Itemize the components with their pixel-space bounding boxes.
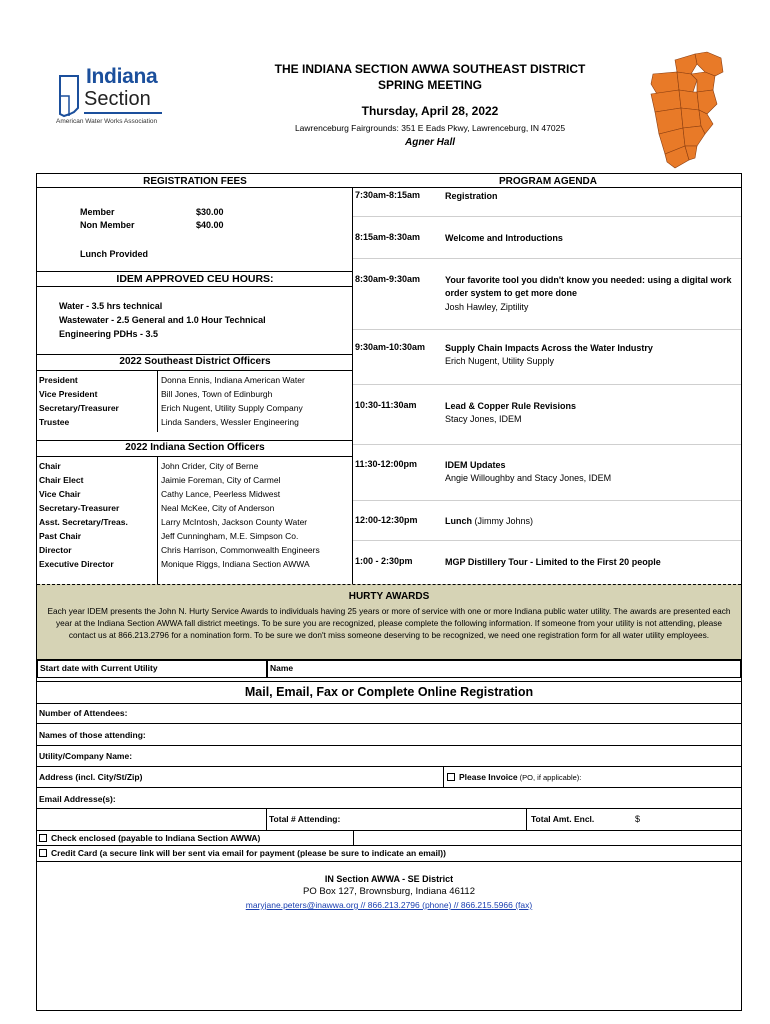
agenda-time: 9:30am-10:30am: [355, 342, 426, 352]
agenda-time: 11:30-12:00pm: [355, 459, 418, 469]
start-date-label: Start date with Current Utility: [40, 663, 158, 673]
officer-role: Executive Director: [39, 559, 114, 569]
logo-tagline: American Water Works Association: [56, 118, 158, 125]
agenda-time: 8:15am-8:30am: [355, 232, 421, 242]
logo-word-indiana: Indiana: [86, 65, 158, 88]
officer-role: Secretary/Treasurer: [39, 403, 119, 413]
officer-role: Chair: [39, 461, 61, 471]
agenda-title: IDEM Updates: [445, 460, 506, 470]
district-officers-title: 2022 Southeast District Officers: [119, 356, 271, 367]
footer-contact-link[interactable]: maryjane.peters@inawwa.org // 866.213.2796 (phone) // 866.215.5966 (fax): [245, 900, 533, 910]
officer-role: Chair Elect: [39, 475, 84, 485]
email-field[interactable]: [37, 808, 741, 809]
start-date-field[interactable]: [37, 660, 267, 678]
nonmember-label: Non Member: [80, 220, 135, 230]
officer-role: Past Chair: [39, 531, 82, 541]
event-title-line2: SPRING MEETING: [377, 78, 482, 92]
officer-name: Monique Riggs, Indiana Section AWWA: [161, 559, 310, 569]
checkbox-icon[interactable]: [39, 834, 47, 842]
officer-name: Chris Harrison, Commonwealth Engineers: [161, 545, 320, 555]
logo-word-section: Section: [84, 88, 151, 110]
registration-title: Mail, Email, Fax or Complete Online Registration: [244, 685, 534, 699]
officer-name: Larry McIntosh, Jackson County Water: [161, 517, 308, 527]
card-option[interactable]: [39, 848, 446, 858]
member-label: Member: [80, 207, 115, 217]
fees-title: REGISTRATION FEES: [143, 176, 247, 187]
officer-name: Jaimie Foreman, City of Carmel: [161, 475, 281, 485]
lunch-provided: Lunch Provided: [80, 249, 149, 259]
officer-role: Director: [39, 545, 72, 555]
utility-label: Utility/Company Name:: [39, 751, 133, 761]
invoice-note: (PO, if applicable):: [517, 773, 582, 782]
ceu-water: Water - 3.5 hrs technical: [59, 301, 163, 311]
checkbox-icon[interactable]: [39, 849, 47, 857]
check-label: Check enclosed (payable to Indiana Section AWWA): [51, 833, 261, 843]
ceu-wastewater: Wastewater - 2.5 General and 1.0 Hour Technical: [59, 315, 266, 325]
invoice-label: Please Invoice: [459, 772, 518, 782]
officer-role: Vice Chair: [39, 489, 81, 499]
invoice-option[interactable]: [447, 772, 581, 782]
hurty-name-label: Name: [270, 663, 294, 673]
names-field[interactable]: [37, 745, 741, 746]
officer-role: President: [39, 375, 78, 385]
officer-name: John Crider, City of Berne: [161, 461, 259, 471]
agenda-time: 10:30-11:30am: [355, 400, 417, 410]
footer-org: IN Section AWWA - SE District: [324, 874, 454, 884]
member-price: $30.00: [196, 207, 224, 217]
total-amount-label: Total Amt. Encl.: [531, 814, 595, 824]
agenda-time: 12:00-12:30pm: [355, 515, 418, 525]
southeast-district-map: [645, 50, 725, 180]
hurty-text: Each year IDEM presents the John N. Hurty Service Awards to individuals having 25 years or more of service with one or more Indiana public water utility. The awards are presented each year at the Indiana Section AWWA fall district meetings. To be sure you are recognized, please complete the following information. If someone from your utility is not attending, please contact us at 866.213.2796 for a nomination form. To be sure we don't miss someone deserving to be recognized, we need one registration form for all water utility employees.: [47, 606, 731, 640]
officer-name: Cathy Lance, Peerless Midwest: [161, 489, 281, 499]
check-option[interactable]: [39, 833, 260, 843]
event-title: [230, 61, 630, 93]
hurty-title: HURTY AWARDS: [348, 591, 430, 602]
officer-role: Secretary-Treasurer: [39, 503, 120, 513]
ceu-engineering: Engineering PDHs - 3.5: [59, 329, 159, 339]
officer-name: Linda Sanders, Wessler Engineering: [161, 417, 299, 427]
officer-name: Bill Jones, Town of Edinburgh: [161, 389, 273, 399]
section-officers-title: 2022 Indiana Section Officers: [125, 442, 265, 453]
officer-name: Erich Nugent, Utility Supply Company: [161, 403, 303, 413]
nonmember-price: $40.00: [196, 220, 224, 230]
officer-role: Trustee: [39, 417, 70, 427]
officer-name: Neal McKee, City of Anderson: [161, 503, 275, 513]
checkbox-icon[interactable]: [447, 773, 455, 781]
utility-field[interactable]: [37, 766, 741, 767]
agenda-title-suffix: (Jimmy Johns): [472, 516, 534, 526]
agenda-title: Lunch (Jimmy Johns): [445, 516, 534, 526]
logo-rule: [84, 112, 162, 114]
officer-role: Vice President: [39, 389, 98, 399]
agenda-speaker: Stacy Jones, IDEM: [445, 414, 522, 424]
indiana-section-logo: [50, 62, 170, 132]
agenda-speaker: Erich Nugent, Utility Supply: [445, 356, 555, 366]
agenda-title: Your favorite tool you didn't know you needed: using a digital work order system to get more done: [445, 275, 732, 298]
agenda-title: MGP Distillery Tour - Limited to the First 20 people: [445, 557, 661, 567]
registration-form: [36, 173, 742, 1011]
agenda-title: Lead & Copper Rule Revisions: [445, 401, 577, 411]
dollar-sign: $: [635, 814, 641, 824]
address-label: Address (incl. City/St/Zip): [39, 772, 143, 782]
event-title-line1: THE INDIANA SECTION AWWA SOUTHEAST DISTRICT: [274, 62, 586, 76]
agenda-time: 7:30am-8:15am: [355, 190, 421, 200]
officer-name: Jeff Cunningham, M.E. Simpson Co.: [161, 531, 299, 541]
agenda-title: Welcome and Introductions: [445, 233, 563, 243]
hurty-awards-panel: [37, 584, 741, 660]
total-attending-label: Total # Attending:: [269, 814, 341, 824]
email-label: Email Addresse(s):: [39, 794, 116, 804]
officer-name: Donna Ennis, Indiana American Water: [161, 375, 305, 385]
footer-po: PO Box 127, Brownsburg, Indiana 46112: [303, 886, 475, 897]
agenda-title: PROGRAM AGENDA: [499, 176, 597, 187]
agenda-speaker: Angie Willoughby and Stacy Jones, IDEM: [445, 473, 612, 483]
event-address: Lawrenceburg Fairgrounds: 351 E Eads Pkwy, Lawrenceburg, IN 47025: [294, 123, 566, 133]
attendees-label: Number of Attendees:: [39, 708, 128, 718]
ceu-title: IDEM APPROVED CEU HOURS:: [116, 273, 274, 285]
agenda-title: Supply Chain Impacts Across the Water Industry: [445, 343, 653, 353]
hurty-name-field[interactable]: [267, 660, 741, 678]
address-field[interactable]: [37, 787, 741, 788]
event-hall: Agner Hall: [404, 137, 455, 148]
indiana-state-icon: [56, 74, 82, 118]
agenda-time: 8:30am-9:30am: [355, 274, 421, 284]
names-label: Names of those attending:: [39, 730, 146, 740]
card-label: Credit Card (a secure link will ber sent via email for payment (please be sure to indicate an email)): [51, 848, 446, 858]
officer-role: Asst. Secretary/Treas.: [39, 517, 128, 527]
event-date: Thursday, April 28, 2022: [361, 104, 499, 118]
agenda-speaker: Josh Hawley, Ziptility: [445, 302, 529, 312]
agenda-title: Registration: [445, 191, 498, 201]
attendees-field[interactable]: [37, 723, 741, 724]
agenda-time: 1:00 - 2:30pm: [355, 556, 413, 566]
